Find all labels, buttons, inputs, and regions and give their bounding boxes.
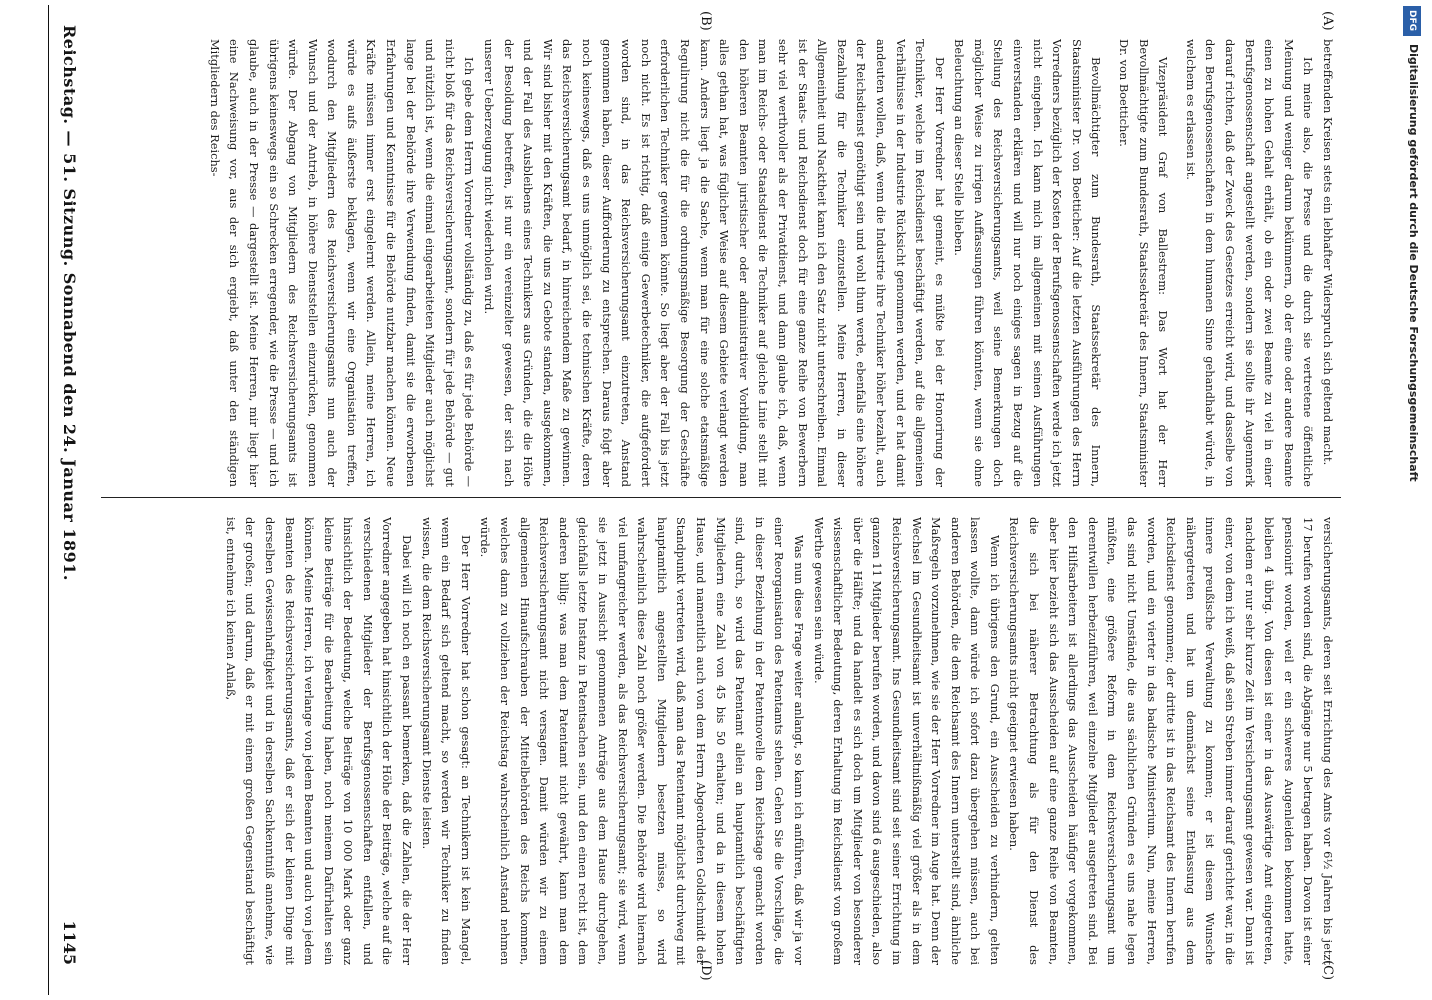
margin-letter-b: (B) bbox=[698, 11, 713, 31]
paragraph: Dabei will ich noch en passant bemerken, daß die Zahlen, die der Herr Vorredner angegeben hat hinsichtlich der Höhe der Beiträge, welche auf die verschiedenen Mitglieder der Berufsgenossenschaften entfallen, und hinsichtlich der Bedeutung, welche Beiträge von 10 000 Mark oder ganz kleine Beiträge für die Bearbeitung haben, noch meinem Dafürhalten sein können. Meine Herren, ich verlange von jedem Beamten und auch von jedem Beamten des Reichsversicherungsamts, daß er sich der kleinen Dinge mit derselben Gewissenhaftigkeit und in derselben Sachkenntniß annehme, wie der großen; und darum, daß er mit einem großen Gegenstand beschäftigt ist, entnehme ich keinen Anlaß, bbox=[223, 517, 415, 965]
left-column bbox=[97, 39, 1337, 487]
paragraph: Ich meine also, die Presse und die durch sie vertretene öffentliche Meinung und weniger darum bekümmern, ob der eine oder andere Beamte einen zu hohen Gehalt erhält, ob ein oder zwei Beamte zu viel in einer Berufsgenossenschaft angestellt werden, sondern sie sollte ihr Augenmerk darauf richten, daß der Zweck des Gesetzes erreicht wird, und dasselbe von den Berufsgenossenschaften in dem humanen Sinne gehandhabt würde, in welchem es erlassen ist. bbox=[1183, 39, 1316, 487]
column-divider bbox=[101, 497, 1341, 498]
margin-letter-d: (D) bbox=[698, 960, 713, 981]
paragraph: versicherungsamts, deren seit Errichtung des Amts vor 6½ Jahren bis jetzt 17 berufen worden sind, die Abgänge nur 5 betragen haben. Davon ist einer pensionirt worden, weil er ein schweres Augenleiden bekommen hatte, bleiben 4 übrig. Von diesen ist einer in das Auswärtige Amt eingetreten, nachdem er nur sehr kurze Zeit im Versicherungsamt gewesen war. Dann ist einer, von dem ich weiß, daß sein Streben immer darauf gerichtet war, in die innere preußische Verwaltung zu kommen; er ist diesem Wunsche nähergetreten und hat um demnächst seine Entlassung aus dem Reichsdienst genommen; der dritte ist in das Reichsamt des Innern berufen worden, und ein vierter in das badische Ministerium. Nun, meine Herren, das sind nicht Umstände, die aus sächlichen Gründen es uns nahe legen müßten, eine größere Reform in dem Reichsversicherungsamt um derentwillen herbeizuführen, weil einzelne Mitglieder ausgetreten sind. Bei den Hilfsarbeitern ist allerdings das Ausscheiden häufiger vorgekommen, aber hier bezieht sich das Ausscheiden auf eine ganze Reihe von Beamten, die sich bei näherer Betrachtung als für den Dienst des Reichsversicherungsamts nicht geeignet erwiesen haben. bbox=[1007, 517, 1335, 965]
document-page bbox=[31, 5, 1401, 995]
digitization-sidebar bbox=[1400, 0, 1424, 1000]
running-title: Reichstag. — 51. Sitzung. Sonnabend den 24. Januar 1891. bbox=[60, 25, 79, 581]
speaker-paragraph: Vizepräsident Graf von Ballestrem: Das Wort hat der Herr Bevollmächtigte zum Bundesrath, Staatssekretär des Innern, Staatsminister Dr. von Boetticher. bbox=[1117, 39, 1171, 487]
paragraph: Der Herr Vorredner hat gemeint, es müßte bei der Honorirung der Techniker, welche im Reichsdienst beschäftigt werden, auf die allgemeinen Verhältnisse in der Industrie Rücksicht genommen werden, und er hat damit andeuten wollen, daß, wenn die Industrie ihre Techniker höher bezahlt, auch der Reichsdienst genöthigt sein und wohl thun werde, ebenfalls eine höhere Bezahlung für die Techniker einzustellen. Meine Herren, in dieser Allgemeinheit und Nacktheit kann ich den Satz nicht unterschreiben. Einmal ist der Staats- und Reichsdienst doch für eine ganze Reihe von Bewerbern sehr viel werthvoller als der Privatdienst, und dann glaube ich, daß, wenn man im Reichs- oder Staatsdienst die Techniker auf gleiche Linie stellt mit den höheren Beamten juristischer oder administrativer Vorbildung, man alles gethan hat, was füglicher Weise auf diesem Gebiete verlangt werden kann. Anders liegt ja die Sache, wenn man für eine solche etatsmäßige Regulirung nicht die für die ordnungsmäßige Besorgung der Geschäfte erforderlichen Techniker gewinnen könnte. So liegt aber der Fall bis jetzt noch nicht. Es ist richtig, daß einige Gewerbetechniker, die aufgefordert worden sind, in das Reichsversicherungsamt einzutreten, Anstand genommen haben, dieser Aufforderung zu entsprechen. Daraus folgt aber noch keineswegs, daß es uns unmöglich sei, die technischen Kräfte, deren das Reichsversicherungsamt bedarf, in hinreichendem Maße zu gewinnen. Wir sind bisher mit den Kräften, die uns zu Gebote standen, ausgekommen, und der Fall des Ausbleibens eines Technikers aus Gründen, die die Höhe der Besoldung betreffen, ist nur ein vereinzelter gewesen, der sich nach unserer Ueberzeugung nicht wiederholen wird. bbox=[482, 39, 947, 487]
right-column bbox=[97, 517, 1337, 965]
running-header bbox=[48, 5, 83, 995]
paragraph: Ich gebe dem Herrn Vorredner vollständig zu, daß es für jede Behörde — nicht bloß für das Reichsversicherungsamt, sondern für jede Behörde — gut und nützlich ist, wenn die einmal eingearbeiteten Mitglieder auch möglichst lange bei der Behörde ihre Verwendung finden, damit sie die erworbenen Erfahrungen und Kenntnisse für die Behörde nutzbar machen können. Neue Kräfte müssen immer erst eingelernt werden. Allein, meine Herren, ich würde es aufs äußerste beklagen, wenn wir eine Organisation treffen, wodurch den Mitgliedern des Reichsversicherungsamts nun auch der Wunsch und der Antrieb, in höhere Dienststellen einzurücken, genommen würde. Der Abgang von Mitgliedern des Reichsversicherungsamts ist übrigens keineswegs ein so Schrecken erregender, wie die Presse — und ich glaube, auch in der Presse — dargestellt ist. Meine Herren, mir liegt hier eine Nachweisung vor, aus der sich ergiebt, daß unter den ständigen Mitgliedern des Reichs- bbox=[207, 39, 477, 487]
dfg-logo: DFG bbox=[1403, 6, 1421, 36]
paragraph: betreffenden Kreisen stets ein lebhafter Widerspruch sich geltend macht. bbox=[1321, 39, 1335, 466]
margin-letter-a: (A) bbox=[1320, 11, 1335, 31]
page-number: 1145 bbox=[60, 920, 79, 965]
margin-letter-c: (C) bbox=[1320, 960, 1335, 981]
paragraph: Was nun diese Frage weiter anlangt, so kann ich anführen, daß wir ja vor einer Reorganisation des Patentamts stehen. Gehen Sie die Vorschläge, die in dieser Beziehung in der Patentnovelle dem Reichstage gemacht worden sind, durch, so wird das Patentamt allein an hauptamtlich beschäftigten Mitgliedern eine Zahl von 45 bis 50 erhalten; und da in diesem hohen Hause, und namentlich auch von dem Herrn Abgeordneten Goldschmidt der Standpunkt vertreten wird, daß man das Patentamt möglichst durchweg mit hauptamtlich angestellten Mitgliedern besetzen müsse, so wird wahrscheinlich diese Zahl noch größer werden. Die Behörde wird hiernach viel umfangreicher werden, als das Reichsversicherungsamt; sie wird, wenn sie jetzt in Aussicht genommenen Anträge aus dem Hause durchgehen, gleichfalls letzte Instanz in Patentsachen sein, und den einen recht ist, dem anderen billig: was man dem Patentamt nicht gewährt, kann man dem Reichsversicherungsamt nicht versagen. Damit würden wir zu einem allgemeinen Hinaufschrauben der Mittelbehörden des Reichs kommen, welches dann zu vollziehen der Reichstag wahrscheinlich Anstand nehmen würde. bbox=[478, 517, 806, 965]
paragraph: Der Herr Vorredner hat schon gesagt: an Technikern ist kein Mangel, wenn ein Bedarf sich geltend macht, so werden wir Techniker zu finden wissen, die dem Reichsversicherungsamt Dienste leisten. bbox=[419, 517, 473, 965]
funding-credit: Digitalisierung gefördert durch die Deutsche Forschungsgemeinschaft bbox=[1407, 44, 1420, 482]
paragraph: Wenn ich übrigens den Grund, ein Ausscheiden zu verhindern, gelten lassen wollte, dann würde ich sofort dazu übergehen müssen, auch bei anderen Behörden, die dem Reichsamt des Innern unterstellt sind, ähnliche Maßregeln vorzunehmen, wie sie der Herr Vorredner im Auge hat. Denn der Wechsel im Gesundheitsamt ist unverhältnißmäßig viel größer als in dem Reichsversicherungsamt. Ins Gesundheitsamt sind seit seiner Errichtung im ganzen 11 Mitglieder berufen worden, und davon sind 6 ausgeschieden, also über die Hälfte; und da handelt es sich doch um Mitglieder von besonderer wissenschaftlicher Bedeutung, deren Erhaltung im Reichsdienst von großem Werthe gewesen sein würde. bbox=[811, 517, 1002, 965]
speaker-paragraph: Bevollmächtigter zum Bundesrath, Staatssekretär des Innern, Staatsminister Dr. von Boetticher: Auf die letzten Ausführungen des Herrn Vorredners bezüglich der Kosten der Berufsgenossenschaften werde ich jetzt nicht eingehen. Ich kann mich im allgemeinen mit seinen Ausführungen einverstanden erklären und will nur noch einiges sagen in Bezug auf die Stellung des Reichsversicherungsamts, weil seine Bemerkungen doch möglicher Weise zu irrigen Auffassungen führen könnten, wenn sie ohne Beleuchtung an dieser Stelle blieben. bbox=[952, 39, 1104, 487]
